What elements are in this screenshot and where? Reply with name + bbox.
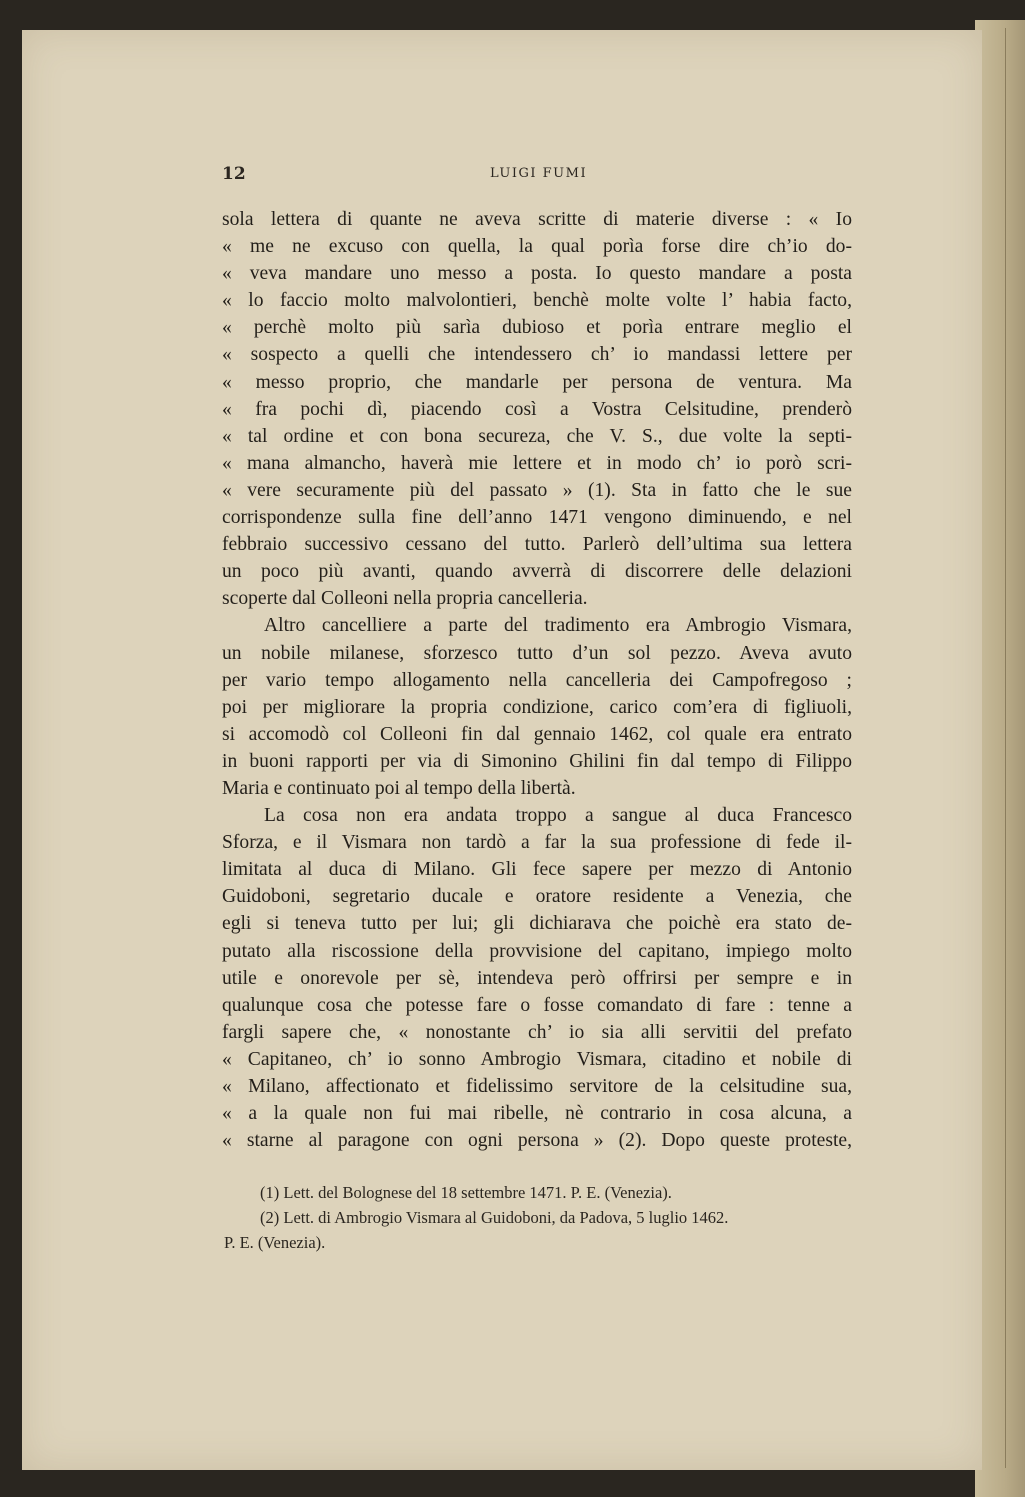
paragraph-end-line: Maria e continuato poi al tempo della libertà. xyxy=(222,777,576,799)
body-line: in buoni rapporti per via di Simonino Ghilini fin dal tempo di Filippo xyxy=(222,750,852,772)
body-line: « perchè molto più sarìa dubioso et porìa entrare meglio el xyxy=(222,317,852,339)
running-head: LUIGI FUMI xyxy=(490,166,588,181)
paragraph-start-line: La cosa non era andata troppo a sangue al duca Francesco xyxy=(264,805,852,827)
body-line: « lo faccio molto malvolontieri, benchè molte volte l’ habia facto, xyxy=(222,290,852,312)
body-line: un nobile milanese, sforzesco tutto d’un sol pezzo. Aveva avuto xyxy=(222,642,852,664)
body-line: qualunque cosa che potesse fare o fosse comandato di fare : tenne a xyxy=(222,994,852,1016)
body-line: egli si teneva tutto per lui; gli dichiarava che poichè era stato de- xyxy=(222,913,852,935)
page-edge-line xyxy=(1005,28,1006,1468)
body-line: si accomodò col Colleoni fin dal gennaio 1462, col quale era entrato xyxy=(222,723,852,745)
footnote-1: (1) Lett. del Bolognese del 18 settembre 1471. P. E. (Venezia). xyxy=(260,1183,672,1202)
body-line: un poco più avanti, quando avverrà di discorrere delle delazioni xyxy=(222,561,852,583)
body-line: limitata al duca di Milano. Gli fece sapere per mezzo di Antonio xyxy=(222,859,852,881)
footnotes xyxy=(224,1180,852,1255)
body-line: febbraio successivo cessano del tutto. Parlerò dell’ultima sua lettera xyxy=(222,534,852,556)
paragraph-start-line: Altro cancelliere a parte del tradimento era Ambrogio Vismara, xyxy=(264,615,852,637)
paragraph-end-line: scoperte dal Colleoni nella propria cancelleria. xyxy=(222,588,588,610)
body-line: corrispondenze sulla fine dell’anno 1471 vengono diminuendo, e nel xyxy=(222,507,852,529)
body-line: poi per migliorare la propria condizione, carico com’era di figliuoli, xyxy=(222,696,852,718)
body-line: Guidoboni, segretario ducale e oratore residente a Venezia, che xyxy=(222,886,852,908)
body-line: « veva mandare uno messo a posta. Io questo mandare a posta xyxy=(222,263,852,285)
page-edge-shadow xyxy=(975,20,1025,1497)
body-line: Sforza, e il Vismara non tardò a far la sua professione di fede il- xyxy=(222,832,852,854)
page-number: 12 xyxy=(222,164,246,184)
page-header xyxy=(222,164,852,188)
body-line: « mana almancho, haverà mie lettere et in modo ch’ io porò scri- xyxy=(222,452,852,474)
body-line: « Milano, affectionato et fidelissimo servitore de la celsitudine sua, xyxy=(222,1076,852,1097)
body-line: « me ne excuso con quella, la qual porìa forse dire ch’io do- xyxy=(222,236,852,258)
body-line: « sospecto a quelli che intendessero ch’ io mandassi lettere per xyxy=(222,344,852,366)
footnote-2: (2) Lett. di Ambrogio Vismara al Guidoboni, da Padova, 5 luglio 1462. xyxy=(260,1208,729,1227)
body-line: per vario tempo allogamento nella cancelleria dei Campofregoso ; xyxy=(222,669,852,691)
body-line: putato alla riscossione della provvisione del capitano, impiego molto xyxy=(222,940,852,962)
body-line: « tal ordine et con bona secureza, che V. S., due volte la septi- xyxy=(222,425,852,447)
body-line: « fra pochi dì, piacendo così a Vostra Celsitudine, prenderò xyxy=(222,398,852,420)
body-line: utile e onorevole per sè, intendeva però offrirsi per sempre e in xyxy=(222,967,852,989)
body-line: sola lettera di quante ne aveva scritte di materie diverse : « Io xyxy=(222,209,852,230)
body-line: « a la quale non fui mai ribelle, nè contrario in cosa alcuna, a xyxy=(222,1103,852,1125)
footnote-2-continuation: P. E. (Venezia). xyxy=(224,1233,326,1252)
body-line: « vere securamente più del passato » (1). Sta in fatto che le sue xyxy=(222,479,852,501)
body-line: « messo proprio, che mandarle per persona de ventura. Ma xyxy=(222,371,852,393)
body-text xyxy=(222,206,852,1154)
body-line: fargli sapere che, « nonostante ch’ io sia alli servitii del prefato xyxy=(222,1021,852,1043)
body-line: « starne al paragone con ogni persona » (2). Dopo queste proteste, xyxy=(222,1130,852,1152)
body-line: « Capitaneo, ch’ io sonno Ambrogio Vismara, citadino et nobile di xyxy=(222,1048,852,1070)
